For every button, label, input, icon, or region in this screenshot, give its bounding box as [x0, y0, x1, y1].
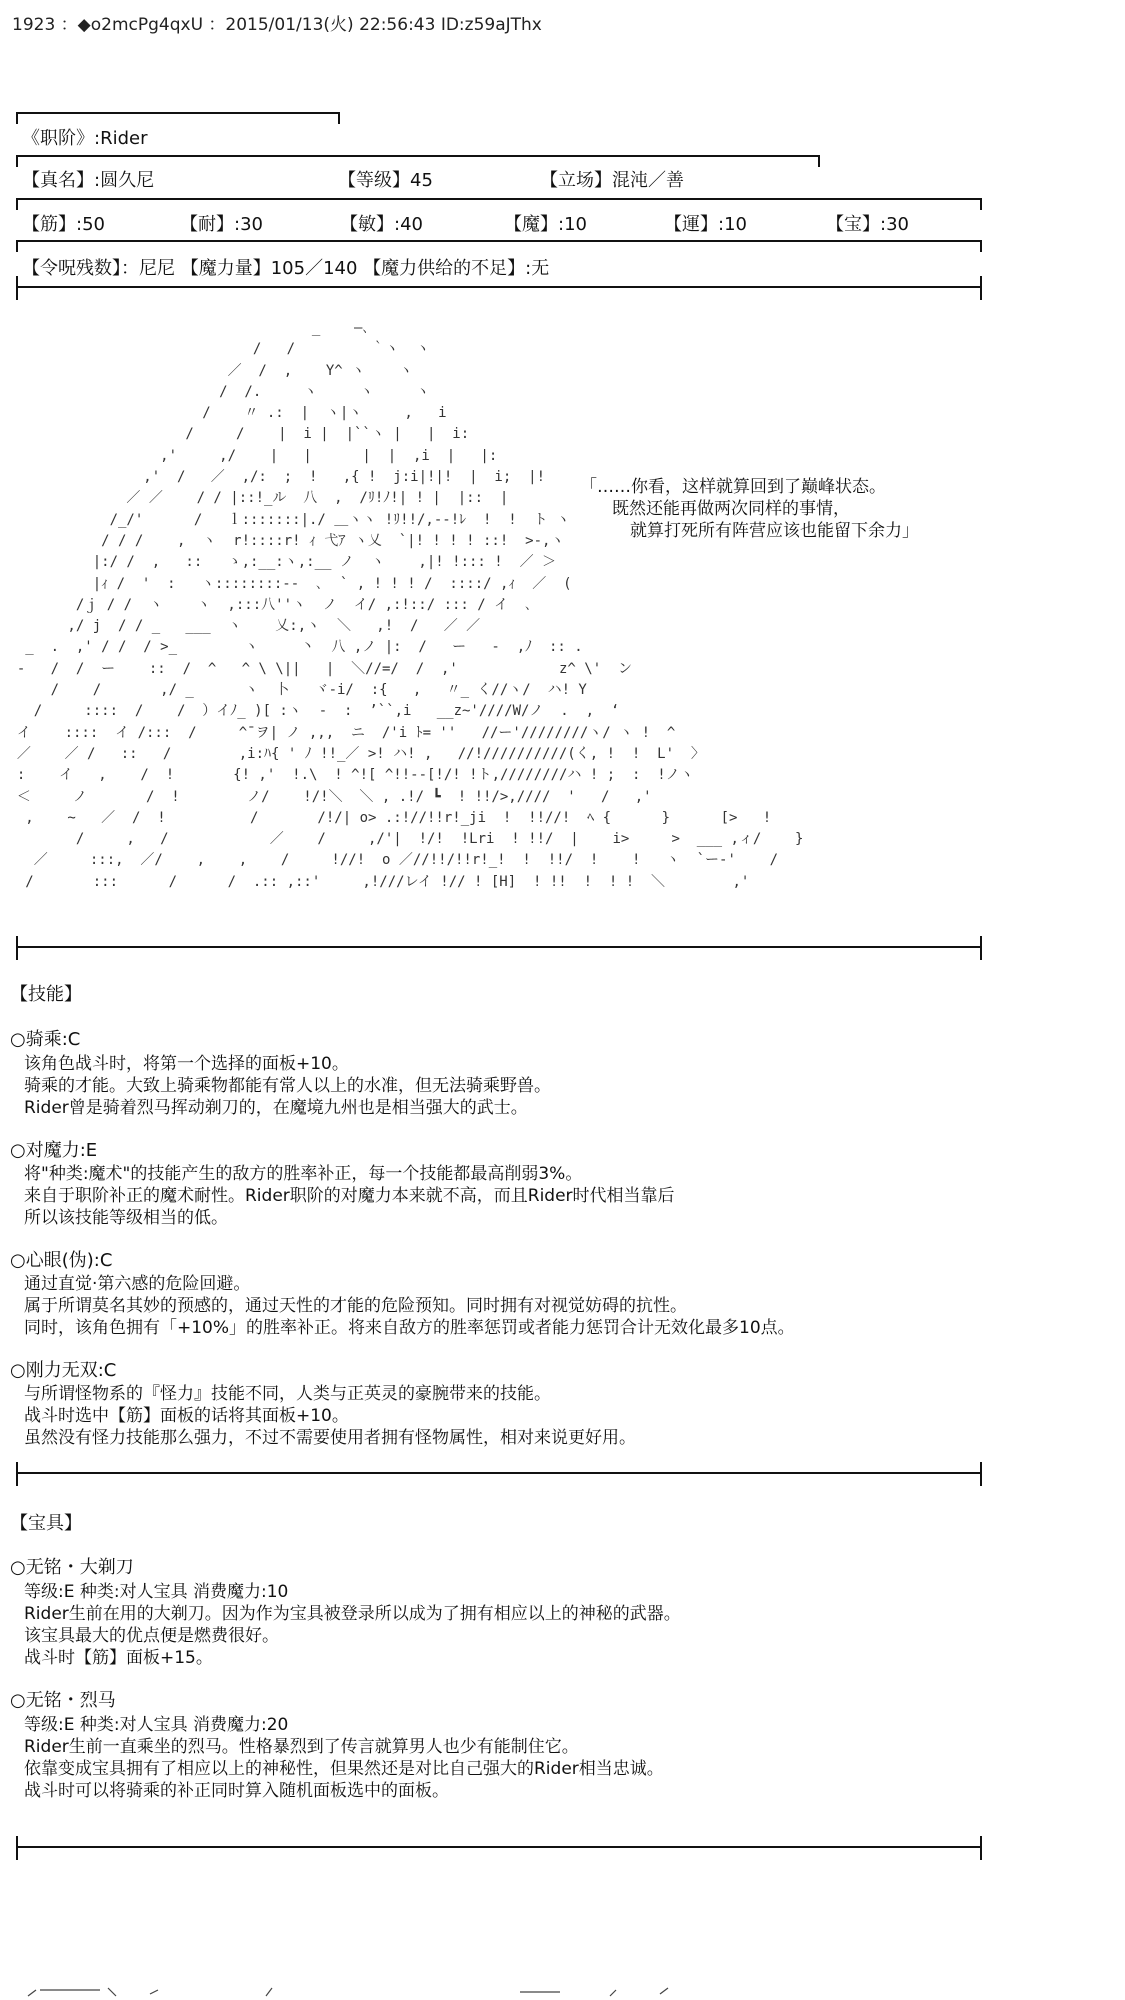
table-tick [16, 240, 18, 252]
true-name-field: 【真名】:圆久尼 [22, 170, 155, 191]
skill-desc-line: 虽然没有怪力技能那么强力，不过不需要使用者拥有怪物属性，相对来说更好用。 [24, 1428, 636, 1448]
noble-phantasm-line: 战斗时可以将骑乘的补正同时算入随机面板选中的面板。 [24, 1781, 449, 1801]
section-divider [16, 1472, 982, 1474]
noble-phantasm-title: 【宝具】 [10, 1513, 82, 1534]
table-tick [818, 155, 820, 167]
table-tick [980, 276, 982, 300]
skill-name: ○骑乘:C [10, 1029, 81, 1050]
end-field: 【耐】:30 [180, 214, 263, 235]
luk-field: 【運】:10 [664, 214, 747, 235]
quote-line-3: 就算打死所有阵营应该也能留下余力」 [630, 521, 919, 541]
table-tick [980, 240, 982, 252]
skills-title: 【技能】 [10, 984, 82, 1005]
noble-phantasm-line: 战斗时【筋】面板+15。 [24, 1648, 213, 1668]
noble-phantasm-line: 等级:E 种类:对人宝具 消费魔力:10 [24, 1582, 289, 1602]
noble-phantasm-line: Rider生前一直乘坐的烈马。性格暴烈到了传言就算男人也少有能制住它。 [24, 1737, 579, 1757]
table-tick [16, 1462, 18, 1486]
mag-field: 【魔】:10 [504, 214, 587, 235]
skill-desc-line: 战斗时选中【筋】面板的话将其面板+10。 [24, 1406, 349, 1426]
skill-desc-line: 将"种类:魔术"的技能产生的敌方的胜率补正，每一个技能都最高削弱3%。 [24, 1164, 583, 1184]
table-tick [980, 1836, 982, 1860]
table-tick [16, 276, 18, 300]
np-field: 【宝】:30 [826, 214, 909, 235]
skill-name: ○心眼(伪):C [10, 1250, 113, 1271]
table-rule [16, 198, 982, 200]
noble-phantasm-line: Rider生前在用的大剃刀。因为作为宝具被登录所以成为了拥有相应以上的神秘的武器。 [24, 1604, 681, 1624]
noble-phantasm-line: 等级:E 种类:对人宝具 消费魔力:20 [24, 1715, 289, 1735]
quote-line-1: 「……你看，这样就算回到了巅峰状态。 [580, 477, 886, 497]
quote-line-2: 既然还能再做两次同样的事情， [612, 499, 850, 519]
table-tick [16, 1836, 18, 1860]
table-tick [16, 112, 18, 124]
skill-desc-line: 通过直觉·第六感的危险回避。 [24, 1274, 251, 1294]
post-header: 1923 ：◆o2mcPg4qxU ：2015/01/13(火) 22:56:43 ID:z59aJThx [12, 15, 542, 35]
section-divider [16, 946, 982, 948]
table-tick [16, 198, 18, 210]
table-rule [16, 155, 820, 157]
noble-phantasm-line: 该宝具最大的优点便是燃费很好。 [24, 1626, 279, 1646]
table-tick [16, 155, 18, 167]
noble-phantasm-line: 依靠变成宝具拥有了相应以上的神秘性，但果然还是对比自己强大的Rider相当忠诚。 [24, 1759, 664, 1779]
table-rule [16, 286, 982, 288]
noble-phantasm-name: ○无铭・烈马 [10, 1690, 116, 1711]
agi-field: 【敏】:40 [340, 214, 423, 235]
noble-phantasm-name: ○无铭・大剃刀 [10, 1557, 134, 1578]
skill-desc-line: Rider曾是骑着烈马挥动剃刀的，在魔境九州也是相当强大的武士。 [24, 1098, 528, 1118]
skill-desc-line: 同时，该角色拥有「+10%」的胜率补正。将来自敌方的胜率惩罚或者能力惩罚合计无效化最多10点。 [24, 1318, 795, 1338]
skill-desc-line: 属于所谓莫名其妙的预感的，通过天性的才能的危险预知。同时拥有对视觉妨碍的抗性。 [24, 1296, 687, 1316]
alignment-field: 【立场】混沌／善 [540, 170, 684, 191]
table-tick [338, 112, 340, 124]
table-tick [980, 1462, 982, 1486]
table-tick [980, 936, 982, 960]
table-tick [16, 936, 18, 960]
skill-desc-line: 来自于职阶补正的魔术耐性。Rider职阶的对魔力本来就不高，而且Rider时代相当靠后 [24, 1186, 675, 1206]
section-divider [16, 1846, 982, 1848]
next-art-fragment [0, 1982, 1125, 2000]
str-field: 【筋】:50 [22, 214, 105, 235]
table-rule [16, 240, 982, 242]
class-field: 《职阶》:Rider [22, 128, 148, 149]
ascii-art-illustration: _ ―､ / / ｀ヽ ヽ ／ / , Y^ ヽ ヽ / /. ヽ ヽ ヽ / 〃 .: | ヽ|ヽ , i / / | i | |``ヽ | | i: ,' ,/ | | | | ,i | |: ,' / ／ ,/: ; ! ,{ ! j:i|!|! | i; |! ／ ／ / / |::!_ル 八 , /ﾘ!ﾉ!| ! | |:: | /_/' / ｌ:::::::|./ ＿ヽヽ !ﾘ!!/,--!ﾚ ! ! ト ヽ / / / , ヽ r!::::r! ｨ 弋ｱ ヽ乂 `|! ! ! ! ::! >-,ヽ |:/ / , :: ゝ,:__:ヽ,:__ ノ ヽ ,|! !::: ! ／ ＞ |ｨ / ' : ヽ::::::::-- ､ ` , ! ! ! / ::::/ ,ｨ ／ ( /ｊ / / ヽ ヽ ,:::八''ヽ ノ イ/ ,:!::/ ::: / イ ､ ,/ j / / _ ___ ヽ 乂:,ヽ ＼ ,! / ／ ／ _ . ,' / / / >_ ヽ 丶 八 ,ノ |: / ー - ,ﾉ :: . - / / ー :: / ^ ^ \ \|| | ＼//=/ / ,' z^ \' ン / / ,/ _ ヽ 卜 ヾ-i/ :{ , 〃_ く//ヽ/ ハ! Y / :::: / / ）イﾉ_ )[ :ヽ - : ’``,i __z~'////W/ノ . , ‘ イ :::: イ /::: / ^¯ヲ| ノ ,,, ニ /'i ﾄ= '' //ー'////////ヽ/ ヽ ! ^ ／ ／ / :: / ,i:ﾊ{ ' ﾉ !!_／ >! ハ! , //!//////////(く, ! ! L' 〉 : イ , / ! {! ,' !.\ ! ^![ ^!!--[!/! !ト,////////ハ ! ; : !ノヽ ＜ ノ / ! ノ/ !/!＼ ＼ , .!/ ┗ ! !!/>,//// ' / ,' , ~ ／ / ! / /!/| o> .:!//!!r!_ji ! !!//! ﾍ { } [> ! / , / ／ / ,/'| !/! !Lri ! !!/ | i> > ___ ,ィ/ } ／ :::, ／/ , , / !//! o ／//!!/!!r!_! ! !!/ ! ! ヽ `ー-' / / ::: / / .:: ,::' ,!///レイ !// ! [H] ! !! ! ! ! ＼ ,' [16, 320, 804, 890]
skill-desc-line: 骑乘的才能。大致上骑乘物都能有常人以上的水准，但无法骑乘野兽。 [24, 1076, 551, 1096]
skill-desc-line: 所以该技能等级相当的低。 [24, 1208, 228, 1228]
resource-field: 【令呪残数】：尼尼 【魔力量】105／140 【魔力供给的不足】:无 [22, 258, 550, 279]
skill-desc-line: 该角色战斗时，将第一个选择的面板+10。 [24, 1054, 349, 1074]
skill-name: ○对魔力:E [10, 1140, 98, 1161]
skill-desc-line: 与所谓怪物系的『怪力』技能不同，人类与正英灵的豪腕带来的技能。 [24, 1384, 551, 1404]
skill-name: ○刚力无双:C [10, 1360, 117, 1381]
table-tick [980, 198, 982, 210]
level-field: 【等级】45 [338, 170, 433, 191]
table-rule [16, 112, 340, 114]
